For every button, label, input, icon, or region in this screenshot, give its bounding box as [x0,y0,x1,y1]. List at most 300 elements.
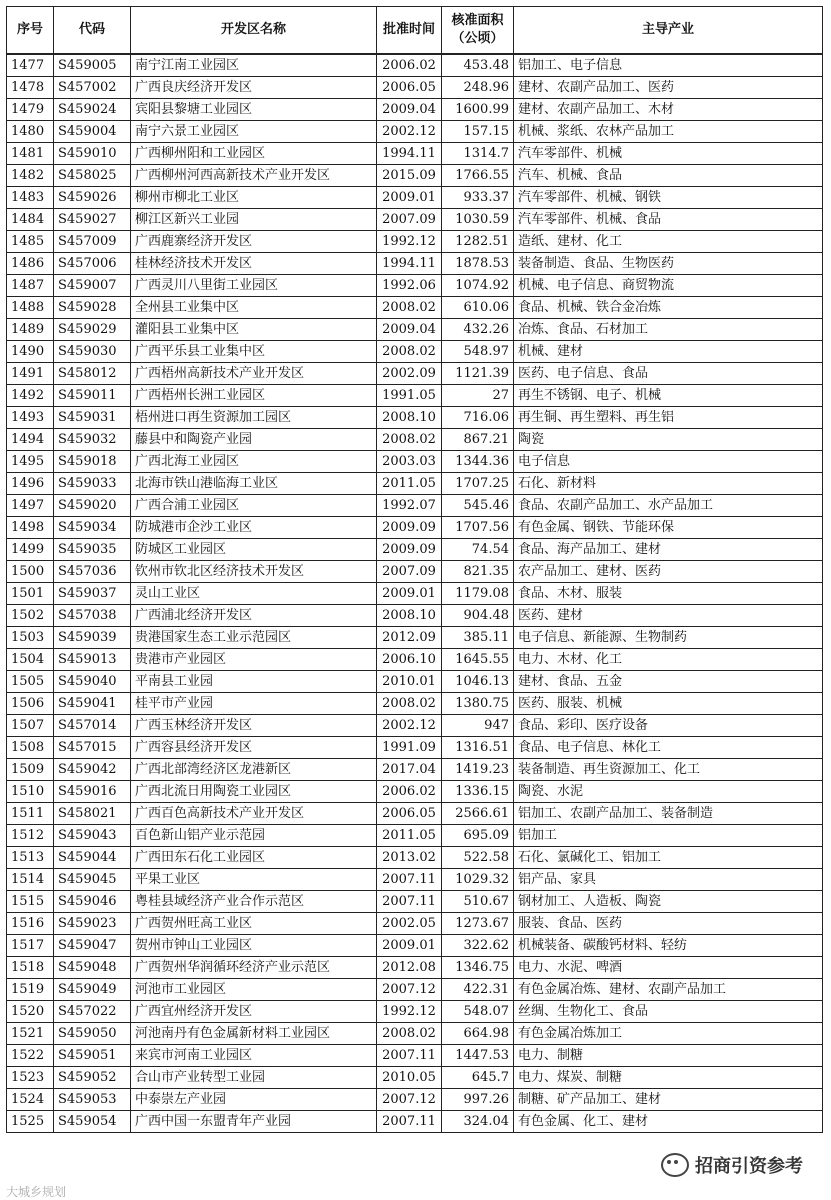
cell-industry: 铝加工 [514,825,823,847]
cell-name: 广西合浦工业园区 [131,495,377,517]
cell-code: S459039 [54,627,131,649]
cell-area: 1074.92 [442,275,514,297]
cell-area: 867.21 [442,429,514,451]
cell-code: S457006 [54,253,131,275]
cell-name: 宾阳县黎塘工业园区 [131,99,377,121]
cell-name: 北海市铁山港临海工业区 [131,473,377,495]
table-row [7,979,823,1001]
cell-code: S457015 [54,737,131,759]
cell-code: S459033 [54,473,131,495]
table-header [7,7,823,55]
cell-code: S457022 [54,1001,131,1023]
cell-no: 1486 [7,253,54,275]
cell-name: 广西北海工业园区 [131,451,377,473]
cell-name: 广西浦北经济开发区 [131,605,377,627]
cell-no: 1491 [7,363,54,385]
cell-area: 716.06 [442,407,514,429]
cell-code: S459044 [54,847,131,869]
cell-name: 桂平市产业园 [131,693,377,715]
table-row [7,913,823,935]
cell-no: 1511 [7,803,54,825]
cell-area: 1273.67 [442,913,514,935]
table-row [7,561,823,583]
cell-no: 1519 [7,979,54,1001]
cell-no: 1485 [7,231,54,253]
cell-area: 904.48 [442,605,514,627]
cell-industry: 石化、氯碱化工、铝加工 [514,847,823,869]
cell-no: 1518 [7,957,54,979]
cell-code: S459049 [54,979,131,1001]
cell-industry: 电力、水泥、啤酒 [514,957,823,979]
cell-code: S457014 [54,715,131,737]
cell-date: 2003.03 [377,451,442,473]
cell-code: S459054 [54,1111,131,1133]
cell-area: 1380.75 [442,693,514,715]
cell-industry: 装备制造、食品、生物医药 [514,253,823,275]
cell-date: 1992.12 [377,231,442,253]
cell-name: 广西宜州经济开发区 [131,1001,377,1023]
cell-name: 广西中国一东盟青年产业园 [131,1111,377,1133]
cell-industry: 再生不锈钢、电子、机械 [514,385,823,407]
cell-date: 2008.02 [377,693,442,715]
cell-area: 610.06 [442,297,514,319]
table-row [7,99,823,121]
cell-name: 广西玉林经济开发区 [131,715,377,737]
cell-date: 2009.01 [377,935,442,957]
table-row [7,715,823,737]
cell-area: 1419.23 [442,759,514,781]
cell-area: 548.07 [442,1001,514,1023]
cell-area: 1046.13 [442,671,514,693]
cell-code: S459050 [54,1023,131,1045]
cell-date: 2007.09 [377,209,442,231]
cell-area: 1029.32 [442,869,514,891]
cell-code: S457002 [54,77,131,99]
cell-industry: 制糖、矿产品加工、建材 [514,1089,823,1111]
cell-date: 2009.04 [377,99,442,121]
cell-no: 1478 [7,77,54,99]
cell-date: 2012.09 [377,627,442,649]
table-row [7,935,823,957]
cell-industry: 机械装备、碳酸钙材料、轻纺 [514,935,823,957]
cell-name: 百色新山铝产业示范园 [131,825,377,847]
header-row [7,7,823,55]
cell-no: 1498 [7,517,54,539]
table-row [7,209,823,231]
cell-no: 1488 [7,297,54,319]
table-row [7,253,823,275]
cell-code: S459023 [54,913,131,935]
cell-area: 422.31 [442,979,514,1001]
cell-area: 1030.59 [442,209,514,231]
table-row [7,671,823,693]
cell-name: 全州县工业集中区 [131,297,377,319]
cell-code: S459031 [54,407,131,429]
cell-code: S459048 [54,957,131,979]
cell-no: 1523 [7,1067,54,1089]
cell-date: 2007.11 [377,1111,442,1133]
cell-code: S459007 [54,275,131,297]
cell-no: 1508 [7,737,54,759]
cell-date: 2008.10 [377,407,442,429]
table-row [7,143,823,165]
table-row [7,165,823,187]
cell-date: 2009.09 [377,517,442,539]
cell-no: 1522 [7,1045,54,1067]
cell-area: 248.96 [442,77,514,99]
cell-name: 广西良庆经济开发区 [131,77,377,99]
cell-code: S459020 [54,495,131,517]
cell-date: 2008.02 [377,1023,442,1045]
cell-code: S457038 [54,605,131,627]
cell-industry: 钢材加工、人造板、陶瓷 [514,891,823,913]
cell-code: S459053 [54,1089,131,1111]
cell-area: 1344.36 [442,451,514,473]
table-row [7,1023,823,1045]
cell-code: S459029 [54,319,131,341]
corner-watermark: 大城乡规划 [6,1185,67,1199]
cell-code: S459043 [54,825,131,847]
cell-code: S459040 [54,671,131,693]
cell-area: 1447.53 [442,1045,514,1067]
cell-industry: 电子信息、新能源、生物制药 [514,627,823,649]
cell-code: S459046 [54,891,131,913]
table-row [7,297,823,319]
cell-code: S459037 [54,583,131,605]
cell-name: 广西贺州华润循环经济产业示范区 [131,957,377,979]
cell-name: 广西柳州阳和工业园区 [131,143,377,165]
header-industry: 主导产业 [514,7,823,55]
cell-date: 2007.11 [377,891,442,913]
cell-area: 1707.56 [442,517,514,539]
header-no: 序号 [7,7,54,55]
cell-no: 1496 [7,473,54,495]
cell-date: 2007.12 [377,979,442,1001]
cell-code: S459052 [54,1067,131,1089]
cell-name: 广西梧州高新技术产业开发区 [131,363,377,385]
cell-date: 2017.04 [377,759,442,781]
cell-name: 来宾市河南工业园区 [131,1045,377,1067]
table-row [7,1089,823,1111]
cell-area: 1316.51 [442,737,514,759]
cell-no: 1482 [7,165,54,187]
cell-area: 1179.08 [442,583,514,605]
cell-name: 防城港市企沙工业区 [131,517,377,539]
cell-no: 1481 [7,143,54,165]
cell-date: 2013.02 [377,847,442,869]
cell-area: 1878.53 [442,253,514,275]
cell-no: 1514 [7,869,54,891]
cell-industry: 有色金属冶炼加工 [514,1023,823,1045]
cell-area: 1645.55 [442,649,514,671]
cell-no: 1497 [7,495,54,517]
cell-code: S459011 [54,385,131,407]
cell-area: 548.97 [442,341,514,363]
cell-name: 南宁江南工业园区 [131,54,377,77]
watermark [655,1150,809,1180]
table-row [7,539,823,561]
cell-date: 2009.01 [377,187,442,209]
watermark-text: 招商引资参考 [695,1156,803,1177]
table-row [7,231,823,253]
table-row [7,605,823,627]
cell-area: 645.7 [442,1067,514,1089]
cell-date: 2008.02 [377,341,442,363]
cell-date: 2006.02 [377,781,442,803]
cell-industry: 食品、彩印、医疗设备 [514,715,823,737]
cell-date: 2015.09 [377,165,442,187]
cell-name: 河池南丹有色金属新材料工业园区 [131,1023,377,1045]
cell-no: 1483 [7,187,54,209]
cell-area: 695.09 [442,825,514,847]
cell-name: 中泰崇左产业园 [131,1089,377,1111]
cell-area: 522.58 [442,847,514,869]
cell-industry: 有色金属、钢铁、节能环保 [514,517,823,539]
cell-date: 1992.07 [377,495,442,517]
cell-code: S459004 [54,121,131,143]
cell-industry: 丝绸、生物化工、食品 [514,1001,823,1023]
cell-date: 2009.01 [377,583,442,605]
cell-area: 947 [442,715,514,737]
cell-name: 平果工业区 [131,869,377,891]
cell-area: 2566.61 [442,803,514,825]
cell-name: 梧州进口再生资源加工园区 [131,407,377,429]
cell-area: 27 [442,385,514,407]
cell-industry: 汽车零部件、机械 [514,143,823,165]
cell-date: 2007.12 [377,1089,442,1111]
cell-name: 南宁六景工业园区 [131,121,377,143]
cell-code: S459027 [54,209,131,231]
cell-area: 453.48 [442,54,514,77]
table-row [7,891,823,913]
cell-date: 2007.11 [377,1045,442,1067]
cell-industry: 电力、煤炭、制糖 [514,1067,823,1089]
cell-industry: 造纸、建材、化工 [514,231,823,253]
cell-date: 2002.05 [377,913,442,935]
cell-code: S459047 [54,935,131,957]
cell-code: S457009 [54,231,131,253]
cell-area: 821.35 [442,561,514,583]
cell-no: 1480 [7,121,54,143]
cell-no: 1506 [7,693,54,715]
cell-name: 钦州市钦北区经济技术开发区 [131,561,377,583]
cell-industry: 机械、建材 [514,341,823,363]
cell-code: S459010 [54,143,131,165]
table-row [7,54,823,77]
cell-no: 1492 [7,385,54,407]
cell-industry: 食品、木材、服装 [514,583,823,605]
cell-no: 1509 [7,759,54,781]
cell-no: 1515 [7,891,54,913]
cell-code: S459030 [54,341,131,363]
cell-no: 1477 [7,54,54,77]
cell-area: 997.26 [442,1089,514,1111]
cell-industry: 铝产品、家具 [514,869,823,891]
cell-area: 1121.39 [442,363,514,385]
cell-date: 2008.02 [377,429,442,451]
cell-industry: 铝加工、电子信息 [514,54,823,77]
table-row [7,1067,823,1089]
cell-name: 广西田东石化工业园区 [131,847,377,869]
cell-industry: 有色金属、化工、建材 [514,1111,823,1133]
cell-industry: 再生铜、再生塑料、再生铝 [514,407,823,429]
table-row [7,429,823,451]
cell-date: 2006.05 [377,77,442,99]
cell-area: 1336.15 [442,781,514,803]
cell-name: 藤县中和陶瓷产业园 [131,429,377,451]
cell-no: 1505 [7,671,54,693]
cell-no: 1513 [7,847,54,869]
cell-code: S459016 [54,781,131,803]
cell-date: 1991.05 [377,385,442,407]
cell-industry: 有色金属冶炼、建材、农副产品加工 [514,979,823,1001]
cell-date: 2011.05 [377,825,442,847]
cell-date: 1994.11 [377,253,442,275]
table-row [7,1001,823,1023]
cell-name: 灵山工业区 [131,583,377,605]
cell-no: 1493 [7,407,54,429]
cell-no: 1499 [7,539,54,561]
development-zone-table [6,6,823,1133]
cell-date: 2010.01 [377,671,442,693]
table-row [7,847,823,869]
table-row [7,869,823,891]
cell-name: 广西北部湾经济区龙港新区 [131,759,377,781]
cell-industry: 电力、制糖 [514,1045,823,1067]
cell-date: 1991.09 [377,737,442,759]
cell-industry: 石化、新材料 [514,473,823,495]
table-body [7,54,823,1133]
cell-industry: 医药、建材 [514,605,823,627]
header-area: 核准面积 （公顷） [442,7,514,55]
table-row [7,385,823,407]
cell-industry: 陶瓷、水泥 [514,781,823,803]
table-row [7,319,823,341]
cell-industry: 冶炼、食品、石材加工 [514,319,823,341]
cell-date: 2008.02 [377,297,442,319]
cell-date: 1992.06 [377,275,442,297]
cell-name: 合山市产业转型工业园 [131,1067,377,1089]
cell-area: 385.11 [442,627,514,649]
table-row [7,517,823,539]
cell-name: 广西灵川八里街工业园区 [131,275,377,297]
cell-area: 1282.51 [442,231,514,253]
cell-date: 2012.08 [377,957,442,979]
cell-industry: 电子信息 [514,451,823,473]
cell-name: 贵港市产业园区 [131,649,377,671]
cell-code: S459034 [54,517,131,539]
cell-industry: 装备制造、再生资源加工、化工 [514,759,823,781]
table-row [7,1045,823,1067]
table-row [7,803,823,825]
cell-name: 广西平乐县工业集中区 [131,341,377,363]
cell-no: 1512 [7,825,54,847]
cell-industry: 食品、电子信息、林化工 [514,737,823,759]
cell-no: 1524 [7,1089,54,1111]
cell-area: 545.46 [442,495,514,517]
cell-industry: 医药、服装、机械 [514,693,823,715]
table-row [7,1111,823,1133]
cell-no: 1495 [7,451,54,473]
cell-name: 贺州市钟山工业园区 [131,935,377,957]
cell-area: 322.62 [442,935,514,957]
cell-industry: 电力、木材、化工 [514,649,823,671]
cell-no: 1525 [7,1111,54,1133]
cell-code: S459024 [54,99,131,121]
table-row [7,627,823,649]
cell-date: 2009.04 [377,319,442,341]
cell-industry: 食品、农副产品加工、水产品加工 [514,495,823,517]
cell-no: 1507 [7,715,54,737]
cell-code: S457036 [54,561,131,583]
cell-no: 1500 [7,561,54,583]
cell-area: 1707.25 [442,473,514,495]
header-name: 开发区名称 [131,7,377,55]
cell-area: 1600.99 [442,99,514,121]
cell-industry: 食品、海产品加工、建材 [514,539,823,561]
cell-date: 2010.05 [377,1067,442,1089]
table-row [7,473,823,495]
cell-no: 1504 [7,649,54,671]
cell-no: 1487 [7,275,54,297]
table-row [7,759,823,781]
cell-no: 1494 [7,429,54,451]
table-row [7,649,823,671]
cell-industry: 建材、食品、五金 [514,671,823,693]
cell-date: 2002.12 [377,121,442,143]
cell-date: 2006.10 [377,649,442,671]
cell-industry: 农产品加工、建材、医药 [514,561,823,583]
table-row [7,693,823,715]
cell-code: S459032 [54,429,131,451]
cell-code: S458021 [54,803,131,825]
cell-no: 1489 [7,319,54,341]
cell-code: S459051 [54,1045,131,1067]
cell-area: 157.15 [442,121,514,143]
cell-area: 1314.7 [442,143,514,165]
cell-no: 1517 [7,935,54,957]
cell-no: 1510 [7,781,54,803]
cell-area: 1766.55 [442,165,514,187]
cell-industry: 汽车零部件、机械、食品 [514,209,823,231]
cell-date: 1992.12 [377,1001,442,1023]
table-row [7,737,823,759]
cell-date: 2006.02 [377,54,442,77]
table-row [7,583,823,605]
cell-code: S459041 [54,693,131,715]
cell-code: S459005 [54,54,131,77]
wechat-icon [661,1153,689,1177]
cell-name: 广西柳州河西高新技术产业开发区 [131,165,377,187]
cell-no: 1502 [7,605,54,627]
table-row [7,341,823,363]
cell-name: 广西容县经济开发区 [131,737,377,759]
cell-name: 粤桂县域经济产业合作示范区 [131,891,377,913]
cell-area: 432.26 [442,319,514,341]
cell-date: 2008.10 [377,605,442,627]
cell-area: 510.67 [442,891,514,913]
cell-area: 324.04 [442,1111,514,1133]
cell-no: 1503 [7,627,54,649]
cell-name: 河池市工业园区 [131,979,377,1001]
cell-industry: 医药、电子信息、食品 [514,363,823,385]
cell-industry: 汽车零部件、机械、钢铁 [514,187,823,209]
cell-no: 1520 [7,1001,54,1023]
cell-date: 2006.05 [377,803,442,825]
cell-code: S459026 [54,187,131,209]
cell-code: S459035 [54,539,131,561]
cell-name: 柳江区新兴工业园 [131,209,377,231]
